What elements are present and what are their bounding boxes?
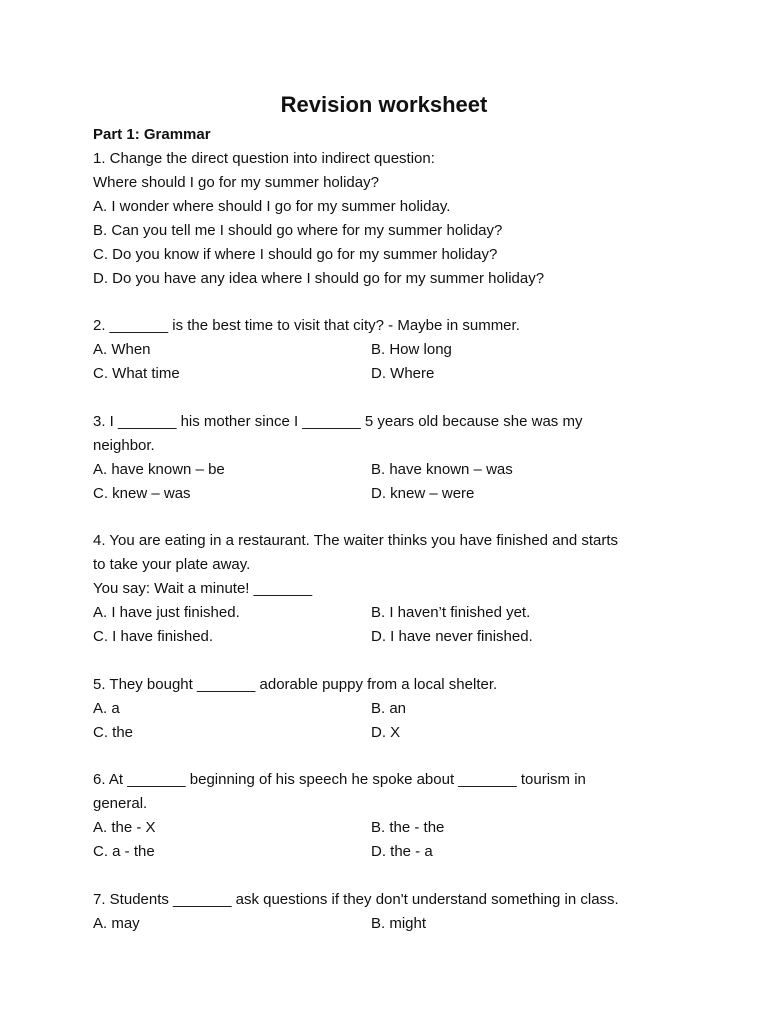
question-2-option-d: D. Where: [371, 365, 435, 382]
question-2-stem: 2. _______ is the best time to visit that city? - Maybe in summer.: [93, 317, 520, 334]
question-2-option-b: B. How long: [371, 341, 452, 358]
question-3-stem-continued: neighbor.: [93, 437, 155, 454]
question-1-option-a: A. I wonder where should I go for my summer holiday.: [93, 198, 451, 215]
question-4-option-b: B. I haven’t finished yet.: [371, 604, 531, 621]
question-5-option-d: D. X: [371, 724, 401, 741]
question-3-option-a: A. have known – be: [93, 461, 225, 478]
question-1-stem: 1. Change the direct question into indirect question:: [93, 150, 435, 167]
question-4-prompt: You say: Wait a minute! _______: [93, 580, 313, 597]
question-4-option-d: D. I have never finished.: [371, 628, 533, 645]
question-4-option-a: A. I have just finished.: [93, 604, 240, 621]
question-3-option-c: C. knew – was: [93, 485, 191, 502]
question-1-prompt: Where should I go for my summer holiday?: [93, 174, 379, 191]
question-7-option-b: B. might: [371, 915, 427, 932]
question-1-option-d: D. Do you have any idea where I should go for my summer holiday?: [93, 270, 545, 287]
question-7-stem: 7. Students _______ ask questions if they don't understand something in class.: [93, 891, 619, 908]
question-2-option-a: A. When: [93, 341, 151, 358]
question-6-option-c: C. a - the: [93, 843, 155, 860]
question-6-stem: 6. At _______ beginning of his speech he spoke about _______ tourism in: [93, 771, 586, 788]
question-3-stem: 3. I _______ his mother since I _______ 5 years old because she was my: [93, 413, 583, 430]
question-5-stem: 5. They bought _______ adorable puppy from a local shelter.: [93, 676, 498, 693]
question-6-option-b: B. the - the: [371, 819, 445, 836]
question-4-stem: 4. You are eating in a restaurant. The waiter thinks you have finished and starts: [93, 532, 619, 549]
question-6-option-d: D. the - a: [371, 843, 433, 860]
question-5-option-b: B. an: [371, 700, 407, 717]
question-5-option-a: A. a: [93, 700, 120, 717]
question-2-option-c: C. What time: [93, 365, 180, 382]
question-1-option-c: C. Do you know if where I should go for my summer holiday?: [93, 246, 498, 263]
question-5-option-c: C. the: [93, 724, 134, 741]
question-1-option-b: B. Can you tell me I should go where for my summer holiday?: [93, 222, 503, 239]
question-4-option-c: C. I have finished.: [93, 628, 214, 645]
section-heading: Part 1: Grammar: [93, 126, 211, 143]
question-3-option-d: D. knew – were: [371, 485, 475, 502]
question-4-stem-continued: to take your plate away.: [93, 556, 251, 573]
question-6-stem-continued: general.: [93, 795, 148, 812]
question-6-option-a: A. the - X: [93, 819, 156, 836]
question-7-option-a: A. may: [93, 915, 140, 932]
question-3-option-b: B. have known – was: [371, 461, 513, 478]
page-title: Revision worksheet: [280, 92, 488, 117]
